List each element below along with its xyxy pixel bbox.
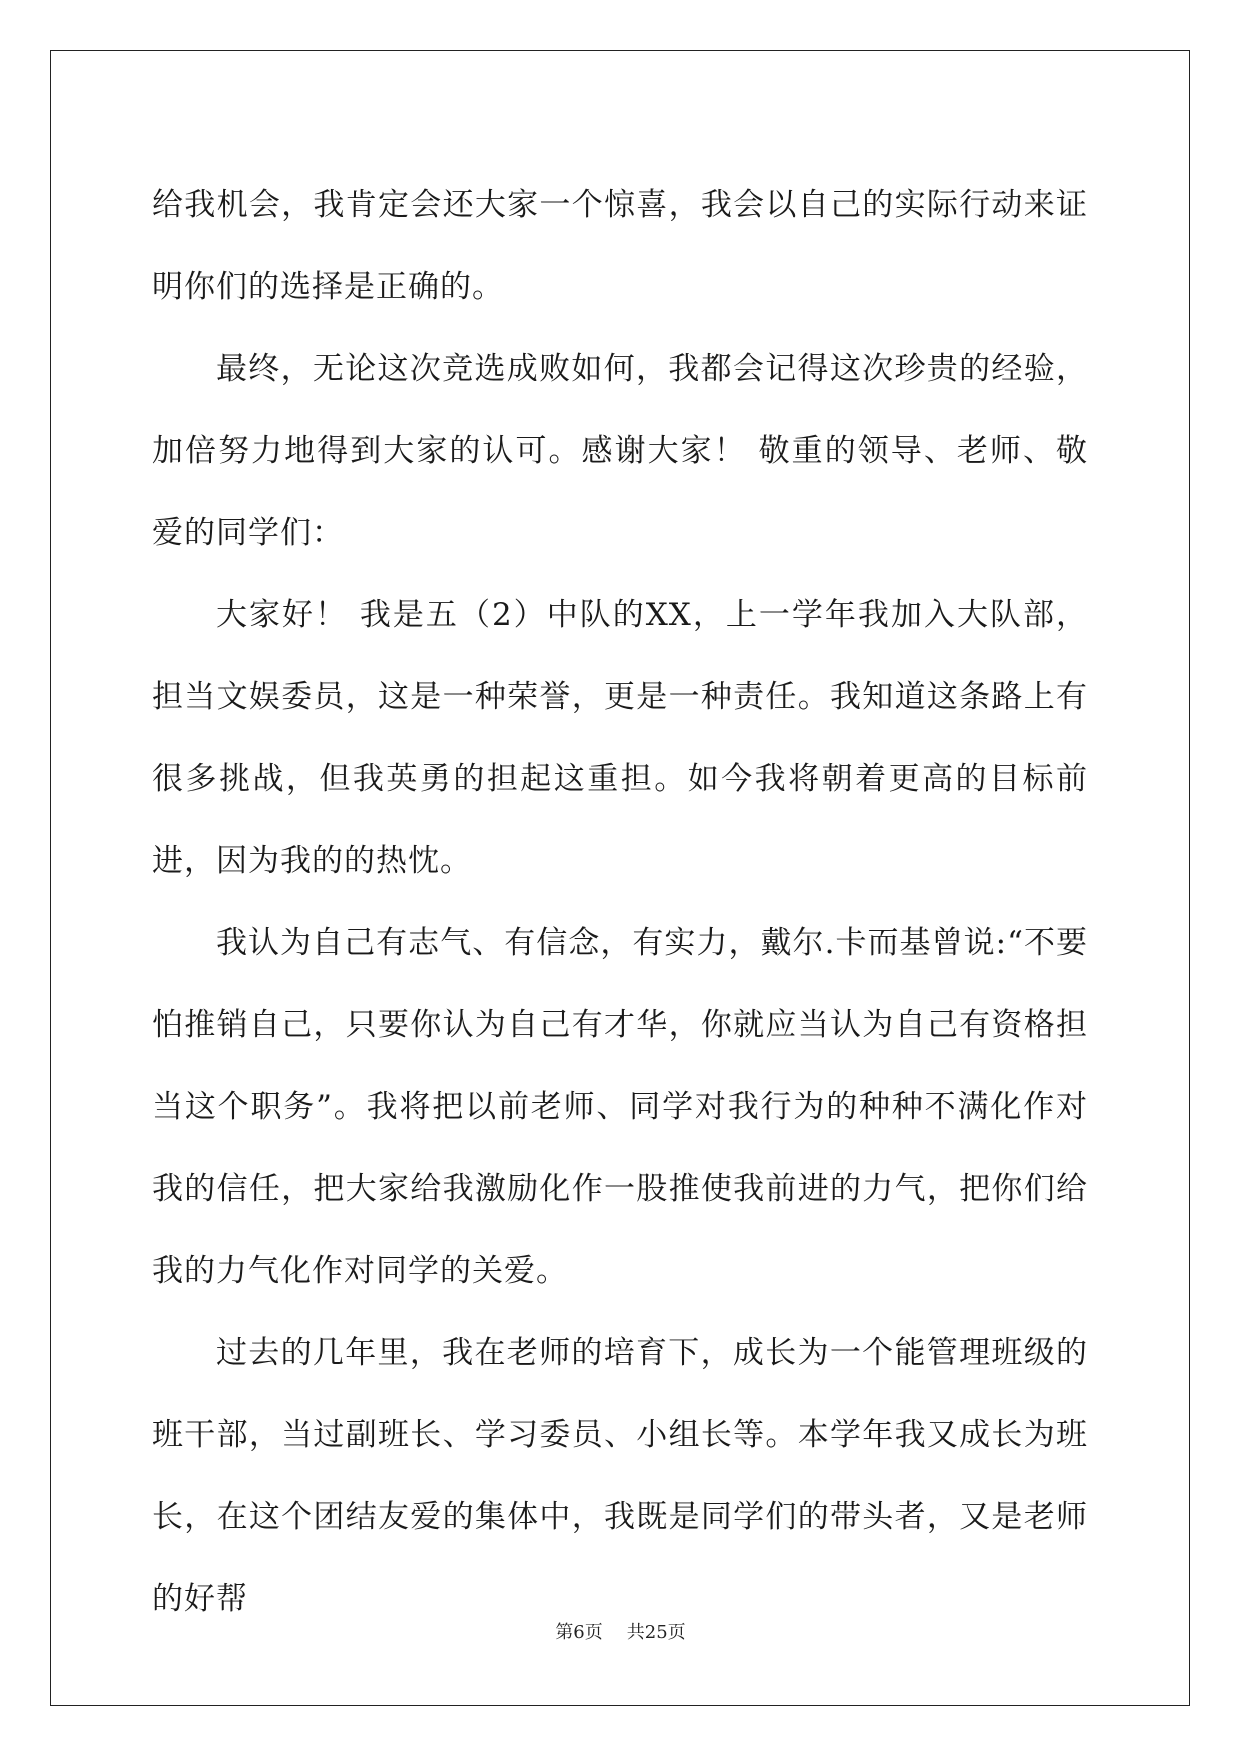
document-body	[152, 164, 1088, 1640]
paragraph-4: 我认为自己有志气、有信念，有实力，戴尔.卡而基曾说:“不要怕推销自己，只要你认为自己有才华，你就应当认为自己有资格担当这个职务”。我将把以前老师、同学对我行为的种种不满化作对我的信任，把大家给我激励化作一股推使我前进的力气，把你们给我的力气化作对同学的关爱。	[152, 925, 1088, 1289]
paragraph-2: 最终，无论这次竞选成败如何，我都会记得这次珍贵的经验，加倍努力地得到大家的认可。感谢大家！ 敬重的领导、老师、敬爱的同学们：	[152, 351, 1088, 551]
page-total: 共25页	[626, 1622, 686, 1643]
paragraph-3: 大家好！ 我是五（2）中队的XX，上一学年我加入大队部，担当文娱委员，这是一种荣誉，更是一种责任。我知道这条路上有很多挑战，但我英勇的担起这重担。如今我将朝着更高的目标前进，因为我的的热忱。	[152, 597, 1088, 879]
page-footer	[0, 1618, 1241, 1644]
paragraph-5: 过去的几年里，我在老师的培育下，成长为一个能管理班级的班干部，当过副班长、学习委员、小组长等。本学年我又成长为班长，在这个团结友爱的集体中，我既是同学们的带头者，又是老师的好帮	[152, 1335, 1088, 1617]
page-number: 第6页	[555, 1622, 603, 1643]
paragraph-1: 给我机会，我肯定会还大家一个惊喜，我会以自己的实际行动来证明你们的选择是正确的。	[152, 187, 1088, 305]
